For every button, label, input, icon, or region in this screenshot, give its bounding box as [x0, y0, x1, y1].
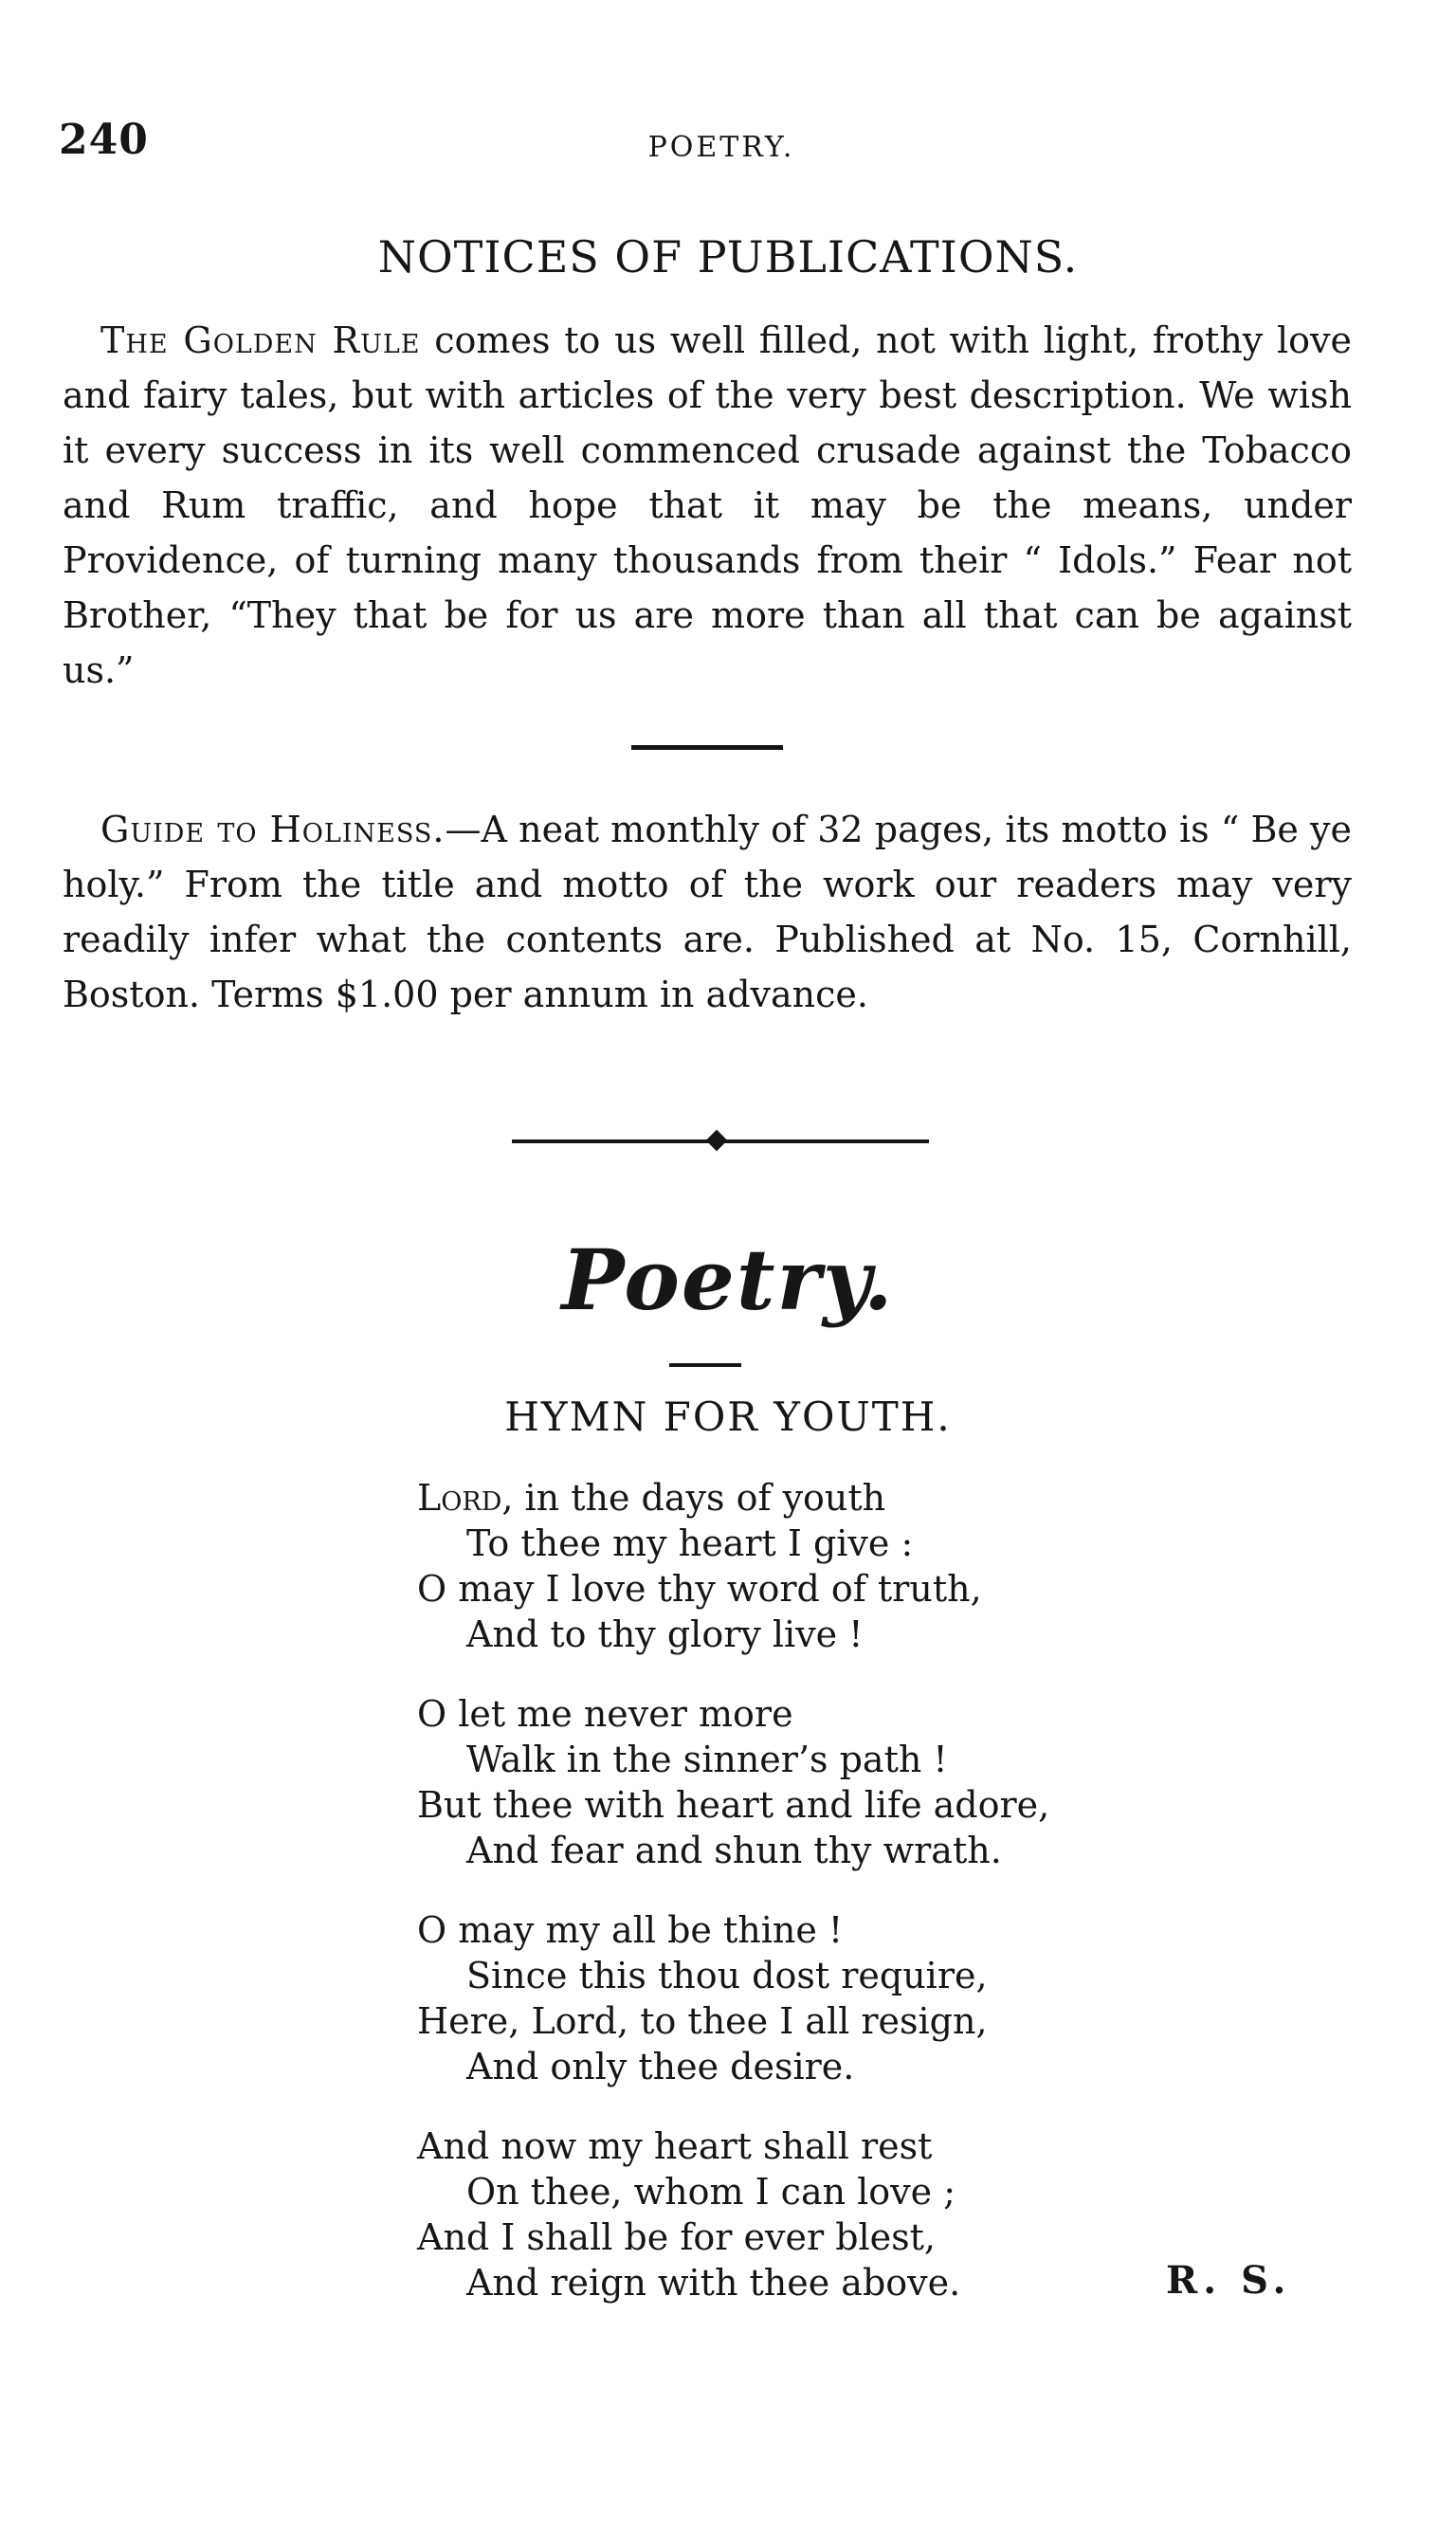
stanza	[417, 1475, 1138, 1657]
poem-line: On thee, whom I can love ;	[466, 2171, 956, 2213]
poem-line: Here, Lord, to thee I all resign,	[417, 2000, 988, 2042]
section-divider	[631, 745, 783, 750]
running-head	[59, 116, 1384, 173]
poem-line: And to thy glory live !	[466, 1613, 864, 1655]
section-heading: Poetry.	[561, 1230, 895, 1329]
poem-line: O may my all be thine !	[417, 1909, 844, 1951]
poem-line: And reign with thee above.	[466, 2262, 961, 2304]
heading-underline	[669, 1363, 741, 1367]
running-title: POETRY.	[647, 131, 795, 164]
ornamental-rule	[512, 1132, 929, 1151]
poem-line: And I shall be for ever blest,	[417, 2216, 937, 2258]
poem-line: And now my heart shall rest	[417, 2125, 933, 2167]
poem-line: And fear and shun thy wrath.	[466, 1830, 1002, 1871]
poem-line: To thee my heart I give :	[466, 1522, 914, 1564]
stanza	[417, 2123, 1138, 2305]
notice-golden-rule	[63, 313, 1352, 698]
poem-first-word: Lord	[417, 1477, 502, 1519]
poem-title: HYMN FOR YOUTH.	[504, 1394, 952, 1440]
poem-body	[417, 1475, 1138, 2340]
stanza	[417, 1907, 1138, 2089]
poem-signature: R. S.	[1166, 2258, 1292, 2303]
page-number: 240	[59, 116, 149, 164]
notice-text: comes to us well filled, not with light, frothy love and fairy tales, but with articles of the very best description. We wish it every success in its well commenced crusade against the Tobacco and Rum traffic, and hope that it may be the means, under Providence, of turning many thousands from their “ Idols.” Fear not Brother, “They that be for us are more than all that can be against us.”	[63, 319, 1352, 691]
poem-line: But thee with heart and life adore,	[417, 1784, 1050, 1826]
poem-line: And only thee desire.	[466, 2046, 855, 2087]
notice-lead: Guide to Holiness.	[100, 809, 446, 850]
notices-heading: NOTICES OF PUBLICATIONS.	[377, 231, 1079, 282]
poem-line: Lord, in the days of youth	[417, 1477, 886, 1519]
stanza	[417, 1691, 1138, 1873]
poem-line: O let me never more	[417, 1693, 793, 1735]
poem-line: O may I love thy word of truth,	[417, 1568, 982, 1610]
notice-guide-to-holiness	[63, 802, 1352, 1022]
poem-line: Since this thou dost require,	[466, 1955, 988, 1996]
notice-lead: The Golden Rule	[100, 319, 421, 361]
notice-text: —A neat monthly of 32 pages, its motto is “ Be ye holy.” From the title and motto of the work our readers may very readily infer what the contents are. Published at No. 15, Cornhill, Boston. Terms $1.00 per annum in advance.	[63, 809, 1352, 1015]
diamond-ornament-icon	[706, 1130, 728, 1152]
poem-line: Walk in the sinner’s path !	[466, 1739, 948, 1780]
